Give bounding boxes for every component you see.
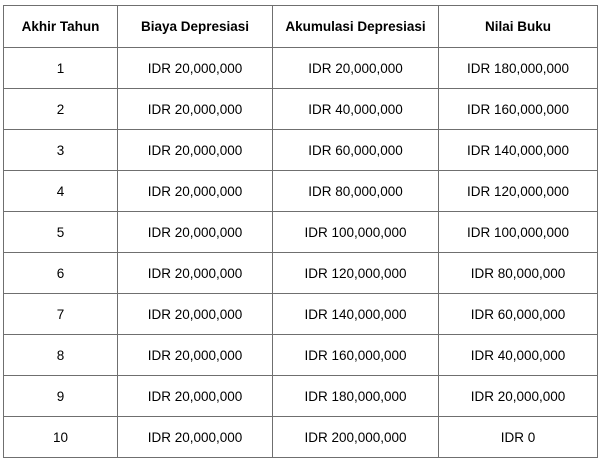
cell-akumulasi-depresiasi: IDR 120,000,000 <box>273 253 439 294</box>
cell-akumulasi-depresiasi: IDR 200,000,000 <box>273 417 439 458</box>
header-akhir-tahun: Akhir Tahun <box>4 6 118 48</box>
cell-akumulasi-depresiasi: IDR 180,000,000 <box>273 376 439 417</box>
cell-akhir-tahun: 2 <box>4 89 118 130</box>
table-row <box>4 294 598 335</box>
cell-akumulasi-depresiasi: IDR 60,000,000 <box>273 130 439 171</box>
cell-akhir-tahun: 9 <box>4 376 118 417</box>
table-row <box>4 130 598 171</box>
cell-nilai-buku: IDR 40,000,000 <box>439 335 598 376</box>
cell-nilai-buku: IDR 60,000,000 <box>439 294 598 335</box>
cell-biaya-depresiasi: IDR 20,000,000 <box>118 130 273 171</box>
cell-akhir-tahun: 4 <box>4 171 118 212</box>
table-row <box>4 417 598 458</box>
table-row <box>4 171 598 212</box>
cell-akhir-tahun: 3 <box>4 130 118 171</box>
cell-biaya-depresiasi: IDR 20,000,000 <box>118 294 273 335</box>
table-body <box>4 48 598 458</box>
cell-akumulasi-depresiasi: IDR 40,000,000 <box>273 89 439 130</box>
header-akumulasi-depresiasi: Akumulasi Depresiasi <box>273 6 439 48</box>
cell-nilai-buku: IDR 0 <box>439 417 598 458</box>
cell-akumulasi-depresiasi: IDR 140,000,000 <box>273 294 439 335</box>
cell-akumulasi-depresiasi: IDR 100,000,000 <box>273 212 439 253</box>
cell-akumulasi-depresiasi: IDR 80,000,000 <box>273 171 439 212</box>
cell-nilai-buku: IDR 100,000,000 <box>439 212 598 253</box>
table-row <box>4 335 598 376</box>
cell-akumulasi-depresiasi: IDR 160,000,000 <box>273 335 439 376</box>
table-row <box>4 89 598 130</box>
cell-biaya-depresiasi: IDR 20,000,000 <box>118 417 273 458</box>
cell-nilai-buku: IDR 20,000,000 <box>439 376 598 417</box>
table-row <box>4 253 598 294</box>
cell-akhir-tahun: 6 <box>4 253 118 294</box>
cell-akhir-tahun: 5 <box>4 212 118 253</box>
cell-nilai-buku: IDR 120,000,000 <box>439 171 598 212</box>
cell-akhir-tahun: 1 <box>4 48 118 89</box>
table-row <box>4 212 598 253</box>
cell-biaya-depresiasi: IDR 20,000,000 <box>118 212 273 253</box>
cell-nilai-buku: IDR 180,000,000 <box>439 48 598 89</box>
cell-biaya-depresiasi: IDR 20,000,000 <box>118 89 273 130</box>
cell-nilai-buku: IDR 140,000,000 <box>439 130 598 171</box>
depreciation-table <box>3 5 598 458</box>
cell-biaya-depresiasi: IDR 20,000,000 <box>118 376 273 417</box>
cell-akhir-tahun: 10 <box>4 417 118 458</box>
cell-biaya-depresiasi: IDR 20,000,000 <box>118 171 273 212</box>
table-row <box>4 48 598 89</box>
header-nilai-buku: Nilai Buku <box>439 6 598 48</box>
cell-nilai-buku: IDR 160,000,000 <box>439 89 598 130</box>
table-row <box>4 376 598 417</box>
cell-akhir-tahun: 7 <box>4 294 118 335</box>
cell-nilai-buku: IDR 80,000,000 <box>439 253 598 294</box>
cell-akumulasi-depresiasi: IDR 20,000,000 <box>273 48 439 89</box>
cell-biaya-depresiasi: IDR 20,000,000 <box>118 253 273 294</box>
header-row <box>4 6 598 48</box>
cell-biaya-depresiasi: IDR 20,000,000 <box>118 335 273 376</box>
cell-akhir-tahun: 8 <box>4 335 118 376</box>
header-biaya-depresiasi: Biaya Depresiasi <box>118 6 273 48</box>
cell-biaya-depresiasi: IDR 20,000,000 <box>118 48 273 89</box>
table-header <box>4 6 598 48</box>
